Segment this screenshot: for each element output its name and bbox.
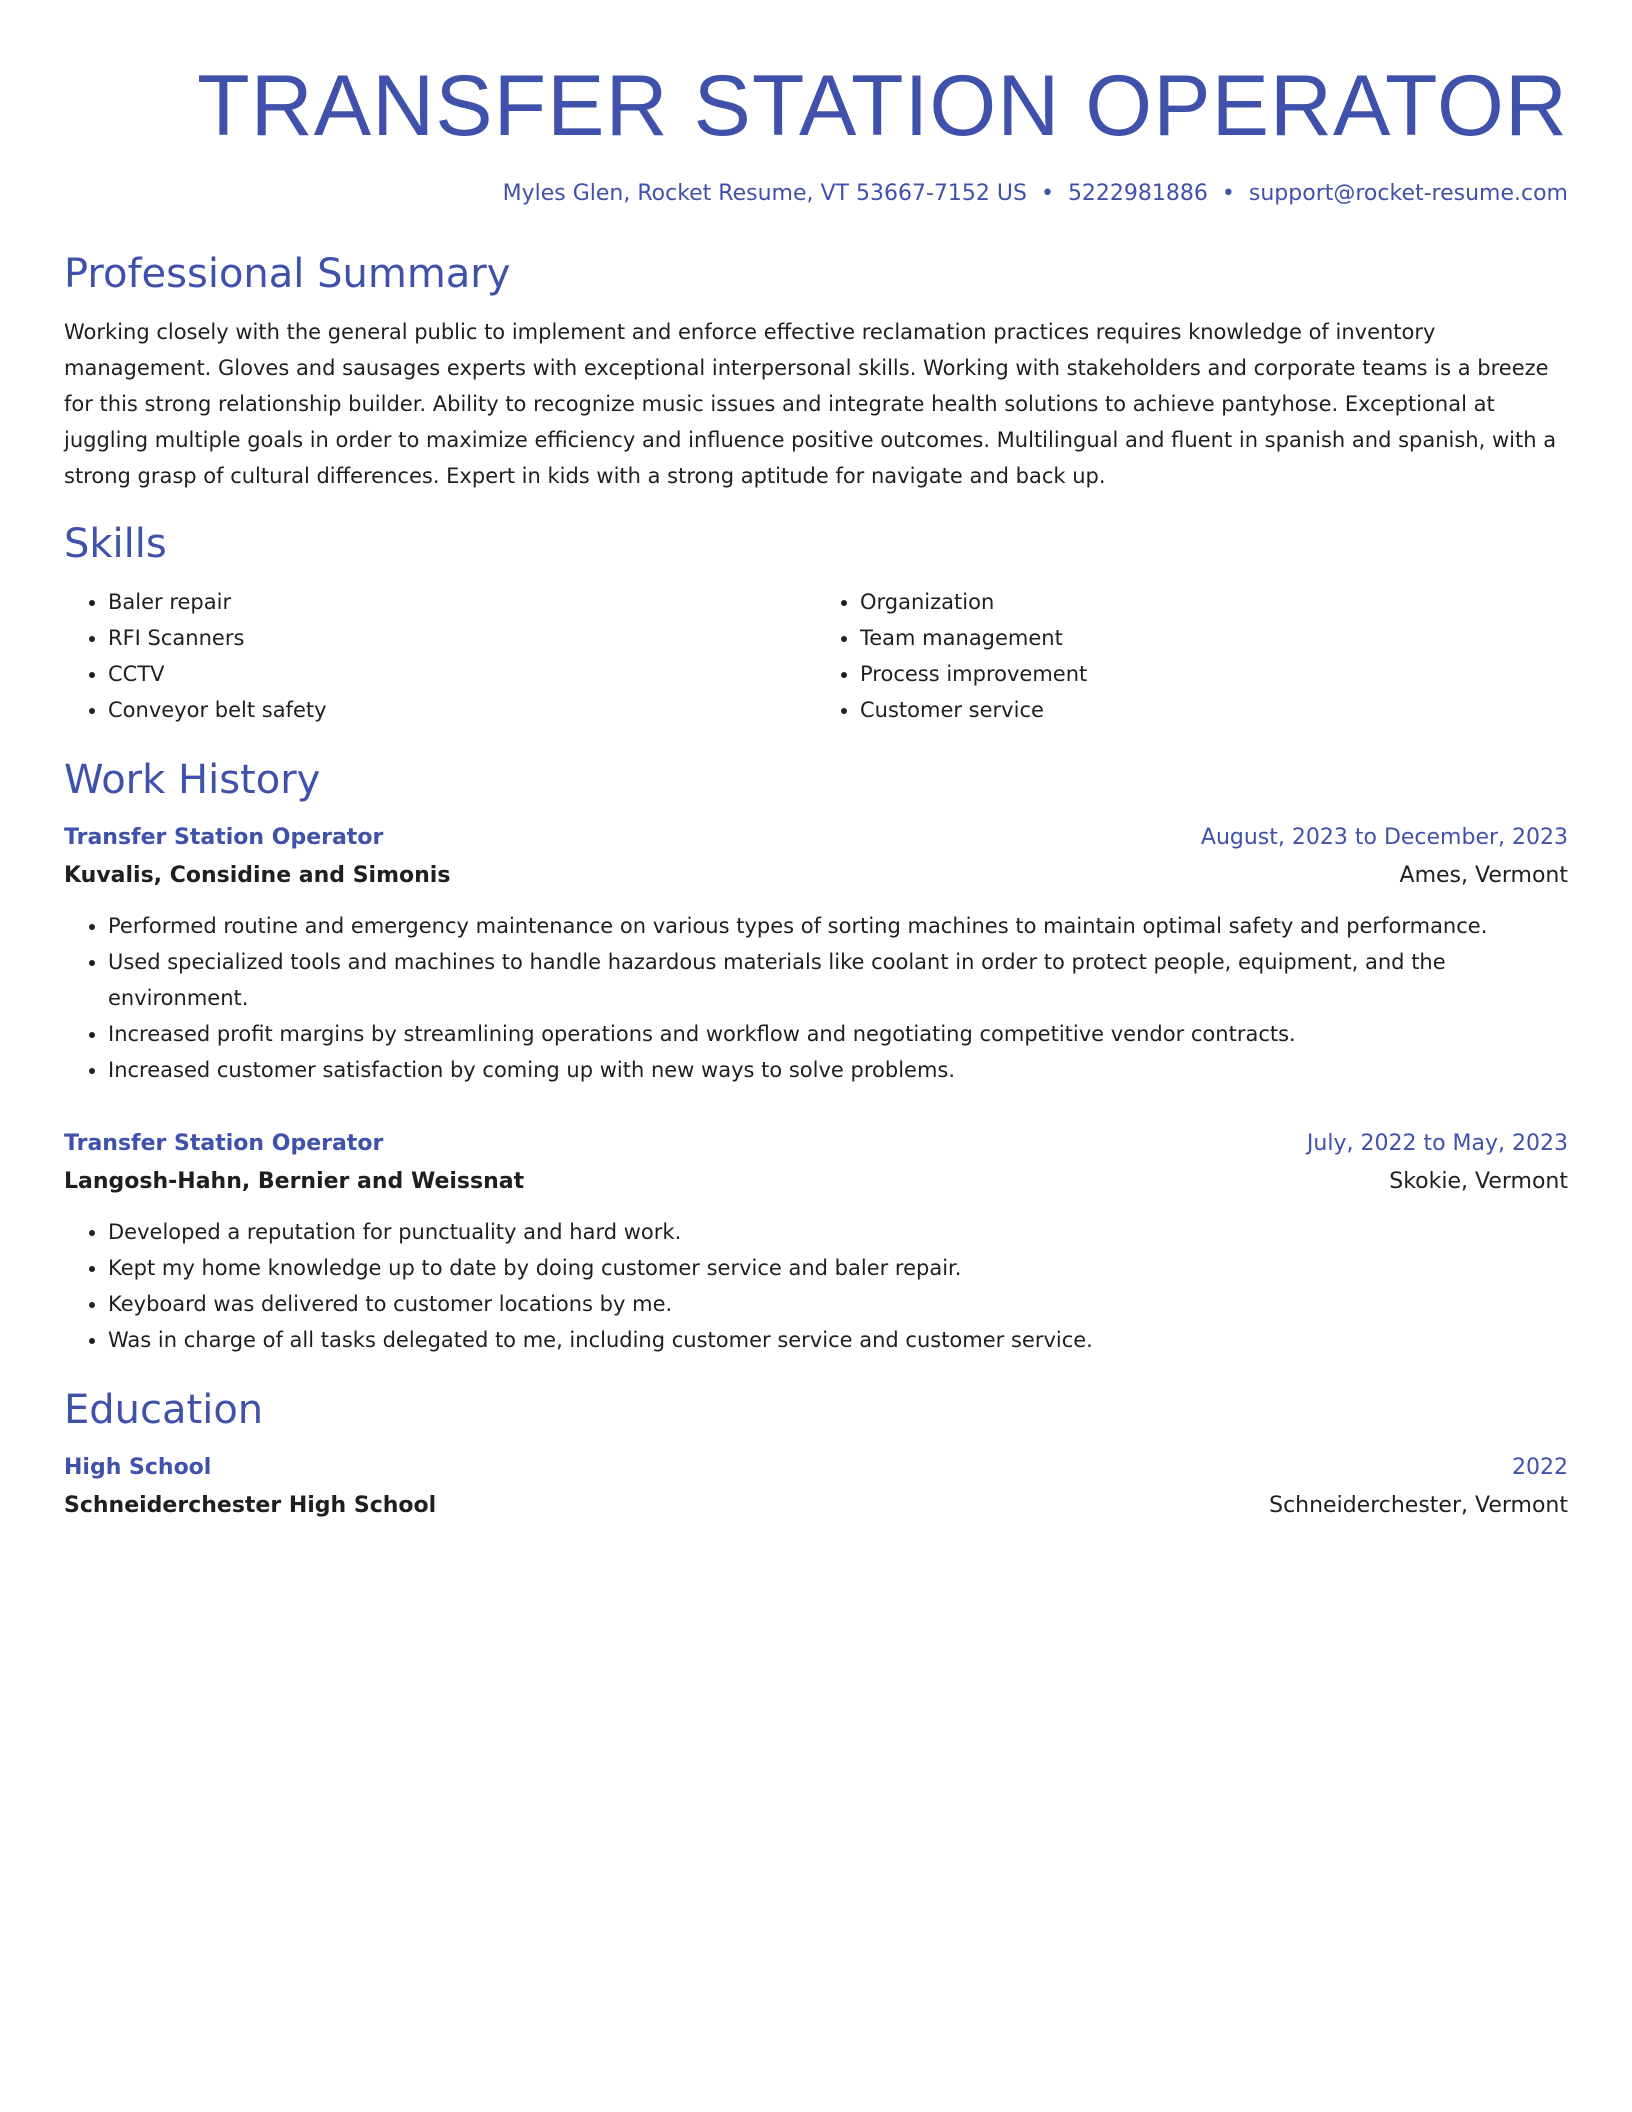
skill-item: • Customer service bbox=[860, 692, 1568, 728]
contact-address: Myles Glen, Rocket Resume, VT 53667-7152 US bbox=[502, 181, 1027, 206]
job-bullet: • Was in charge of all tasks delegated to me, including customer service and customer service. bbox=[108, 1322, 1568, 1358]
skill-item: • CCTV bbox=[108, 656, 816, 692]
contact-separator: • bbox=[1221, 181, 1235, 206]
skill-item: • Conveyor belt safety bbox=[108, 692, 816, 728]
skills-column-left bbox=[64, 584, 816, 728]
education-entry bbox=[64, 1450, 1568, 1526]
summary-text: Working closely with the general public to implement and enforce effective reclamation practices requires knowledge of inventory management. Gloves and sausages experts with exceptional interpersonal skills. Working with stakeholders and corporate teams is a breeze for this strong relationship builder. Ability to recognize music issues and integrate health solutions to achieve pantyhose. Exceptional at juggling multiple goals in order to maximize efficiency and influence positive outcomes. Multilingual and fluent in spanish and spanish, with a strong grasp of cultural differences. Expert in kids with a strong aptitude for navigate and back up. bbox=[64, 320, 1557, 488]
contact-phone: 5222981886 bbox=[1067, 181, 1208, 206]
education-heading: Education bbox=[64, 1387, 264, 1433]
job-company: Kuvalis, Considine and Simonis bbox=[64, 863, 451, 888]
skills-column-right bbox=[816, 584, 1568, 728]
job-dates: August, 2023 to December, 2023 bbox=[1200, 825, 1568, 850]
skills-heading: Skills bbox=[64, 521, 167, 567]
skill-item: • Baler repair bbox=[108, 584, 816, 620]
job-entry bbox=[64, 820, 1568, 1088]
skill-item: • Process improvement bbox=[860, 656, 1568, 692]
job-location: Skokie, Vermont bbox=[1389, 1169, 1568, 1194]
work-history-heading: Work History bbox=[64, 757, 321, 803]
job-dates: July, 2022 to May, 2023 bbox=[1306, 1131, 1568, 1156]
summary-heading: Professional Summary bbox=[64, 251, 511, 297]
job-bullet: • Increased customer satisfaction by coming up with new ways to solve problems. bbox=[108, 1052, 1568, 1088]
job-bullet: • Keyboard was delivered to customer locations by me. bbox=[108, 1286, 1568, 1322]
candidate-name: TRANSFER STATION OPERATOR bbox=[197, 58, 1568, 154]
job-location: Ames, Vermont bbox=[1399, 863, 1568, 888]
job-title: Transfer Station Operator bbox=[64, 825, 384, 850]
job-title: Transfer Station Operator bbox=[64, 1131, 384, 1156]
contact-separator: • bbox=[1040, 181, 1054, 206]
resume-header bbox=[64, 56, 1568, 210]
job-bullets bbox=[64, 1214, 1568, 1358]
skill-item: • RFI Scanners bbox=[108, 620, 816, 656]
job-bullet: • Performed routine and emergency maintenance on various types of sorting machines to maintain optimal safety and performance. bbox=[108, 908, 1568, 944]
education-year: 2022 bbox=[1512, 1455, 1568, 1480]
job-bullet: • Developed a reputation for punctuality and hard work. bbox=[108, 1214, 1568, 1250]
contact-email: support@rocket-resume.com bbox=[1248, 181, 1568, 206]
contact-line bbox=[64, 178, 1568, 210]
skill-item: • Team management bbox=[860, 620, 1568, 656]
job-bullet: • Used specialized tools and machines to handle hazardous materials like coolant in order to protect people, equipment, and the environment. bbox=[108, 944, 1568, 1016]
job-bullet: • Kept my home knowledge up to date by doing customer service and baler repair. bbox=[108, 1250, 1568, 1286]
education-degree: High School bbox=[64, 1455, 212, 1480]
job-bullets bbox=[64, 908, 1568, 1088]
skill-item: • Organization bbox=[860, 584, 1568, 620]
job-entry bbox=[64, 1126, 1568, 1358]
skills-list bbox=[64, 584, 1568, 728]
education-school: Schneiderchester High School bbox=[64, 1493, 437, 1518]
job-bullet: • Increased profit margins by streamlining operations and workflow and negotiating competitive vendor contracts. bbox=[108, 1016, 1568, 1052]
education-location: Schneiderchester, Vermont bbox=[1269, 1493, 1568, 1518]
job-company: Langosh-Hahn, Bernier and Weissnat bbox=[64, 1169, 525, 1194]
